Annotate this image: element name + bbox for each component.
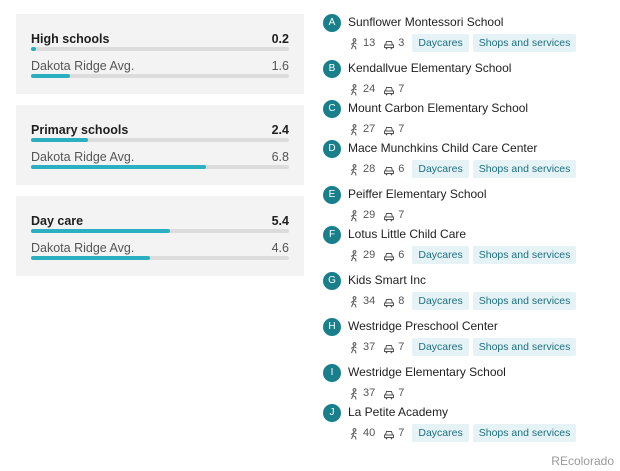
avg-bar xyxy=(31,74,289,78)
car-icon xyxy=(383,163,395,175)
map-marker-badge[interactable]: H xyxy=(323,318,341,336)
walk-minutes: 37 xyxy=(363,387,376,399)
map-marker-badge[interactable]: I xyxy=(323,364,341,382)
category-tag[interactable]: Shops and services xyxy=(473,160,577,178)
commute-info xyxy=(348,33,580,53)
category-tag[interactable]: Daycares xyxy=(412,338,468,356)
commute-info xyxy=(348,245,580,265)
value-bar-fill xyxy=(31,47,36,51)
commute-info xyxy=(348,383,412,403)
walking-person-icon xyxy=(348,123,360,135)
drive-minutes: 6 xyxy=(398,163,405,175)
avg-value: 1.6 xyxy=(271,59,289,73)
avg-bar-fill xyxy=(31,74,70,78)
school-name[interactable]: Peiffer Elementary School xyxy=(348,187,487,201)
value-bar xyxy=(31,229,289,233)
drive-minutes: 6 xyxy=(398,249,405,261)
drive-minutes: 7 xyxy=(398,341,405,353)
avg-bar-fill xyxy=(31,165,206,169)
commute-info xyxy=(348,119,412,139)
school-list-item[interactable] xyxy=(323,270,613,310)
walk-minutes: 28 xyxy=(363,163,376,175)
avg-label: Dakota Ridge Avg. xyxy=(31,150,135,164)
walk-minutes: 37 xyxy=(363,341,376,353)
drive-minutes: 7 xyxy=(398,209,405,221)
drive-minutes: 7 xyxy=(398,427,405,439)
commute-info xyxy=(348,423,580,443)
car-icon xyxy=(383,83,395,95)
category-tag[interactable]: Daycares xyxy=(412,160,468,178)
score-card xyxy=(16,196,304,276)
map-marker-badge[interactable]: C xyxy=(323,100,341,118)
school-name[interactable]: Westridge Elementary School xyxy=(348,365,506,379)
category-tag[interactable]: Shops and services xyxy=(473,246,577,264)
school-name[interactable]: Mount Carbon Elementary School xyxy=(348,101,529,115)
walk-minutes: 29 xyxy=(363,249,376,261)
map-marker-badge[interactable]: D xyxy=(323,140,341,158)
avg-value: 4.6 xyxy=(271,241,289,255)
walk-minutes: 13 xyxy=(363,37,376,49)
card-title: Day care xyxy=(31,214,84,228)
car-icon xyxy=(383,37,395,49)
commute-info xyxy=(348,205,412,225)
walk-minutes: 27 xyxy=(363,123,376,135)
walk-minutes: 40 xyxy=(363,427,376,439)
map-marker-badge[interactable]: J xyxy=(323,404,341,422)
car-icon xyxy=(383,123,395,135)
card-title: High schools xyxy=(31,32,110,46)
commute-info xyxy=(348,159,580,179)
car-icon xyxy=(383,295,395,307)
avg-value: 6.8 xyxy=(271,150,289,164)
category-tag[interactable]: Daycares xyxy=(412,424,468,442)
commute-info xyxy=(348,79,412,99)
recolorado-logo: REcolorado xyxy=(551,454,614,468)
school-list-item[interactable] xyxy=(323,402,613,442)
drive-minutes: 7 xyxy=(398,83,405,95)
drive-minutes: 7 xyxy=(398,387,405,399)
commute-info xyxy=(348,337,580,357)
school-name[interactable]: Westridge Preschool Center xyxy=(348,319,498,333)
score-card xyxy=(16,14,304,94)
avg-bar xyxy=(31,256,289,260)
card-value: 0.2 xyxy=(271,32,289,46)
walking-person-icon xyxy=(348,209,360,221)
school-name[interactable]: Kids Smart Inc xyxy=(348,273,427,287)
category-tag[interactable]: Daycares xyxy=(412,246,468,264)
avg-label: Dakota Ridge Avg. xyxy=(31,59,135,73)
walking-person-icon xyxy=(348,427,360,439)
walking-person-icon xyxy=(348,83,360,95)
walk-minutes: 29 xyxy=(363,209,376,221)
drive-minutes: 8 xyxy=(398,295,405,307)
value-bar-fill xyxy=(31,138,88,142)
car-icon xyxy=(383,427,395,439)
walking-person-icon xyxy=(348,37,360,49)
map-marker-badge[interactable]: A xyxy=(323,14,341,32)
walking-person-icon xyxy=(348,341,360,353)
category-tag[interactable]: Shops and services xyxy=(473,292,577,310)
category-tag[interactable]: Shops and services xyxy=(473,424,577,442)
category-tag[interactable]: Shops and services xyxy=(473,338,577,356)
school-name[interactable]: La Petite Academy xyxy=(348,405,449,419)
car-icon xyxy=(383,209,395,221)
walking-person-icon xyxy=(348,295,360,307)
school-list-item[interactable] xyxy=(323,224,613,264)
drive-minutes: 3 xyxy=(398,37,405,49)
card-value: 5.4 xyxy=(271,214,289,228)
school-list-item[interactable] xyxy=(323,184,613,224)
walking-person-icon xyxy=(348,249,360,261)
drive-minutes: 7 xyxy=(398,123,405,135)
school-name[interactable]: Kendallvue Elementary School xyxy=(348,61,512,75)
category-tag[interactable]: Shops and services xyxy=(473,34,577,52)
school-list-item[interactable] xyxy=(323,58,613,98)
school-list-item[interactable] xyxy=(323,12,613,52)
walk-minutes: 34 xyxy=(363,295,376,307)
school-name[interactable]: Mace Munchkins Child Care Center xyxy=(348,141,538,155)
walking-person-icon xyxy=(348,163,360,175)
school-name[interactable]: Lotus Little Child Care xyxy=(348,227,467,241)
card-title: Primary schools xyxy=(31,123,129,137)
commute-info xyxy=(348,291,580,311)
map-marker-badge[interactable]: B xyxy=(323,60,341,78)
avg-bar xyxy=(31,165,289,169)
value-bar-fill xyxy=(31,229,170,233)
car-icon xyxy=(383,387,395,399)
map-marker-badge[interactable]: F xyxy=(323,226,341,244)
category-tag[interactable]: Daycares xyxy=(412,292,468,310)
walk-minutes: 24 xyxy=(363,83,376,95)
avg-bar-fill xyxy=(31,256,150,260)
score-card xyxy=(16,105,304,185)
avg-label: Dakota Ridge Avg. xyxy=(31,241,135,255)
card-value: 2.4 xyxy=(271,123,289,137)
school-list-item[interactable] xyxy=(323,316,613,356)
car-icon xyxy=(383,249,395,261)
category-tag[interactable]: Daycares xyxy=(412,34,468,52)
school-name[interactable]: Sunflower Montessori School xyxy=(348,15,504,29)
map-marker-badge[interactable]: E xyxy=(323,186,341,204)
walking-person-icon xyxy=(348,387,360,399)
value-bar xyxy=(31,47,289,51)
school-list-item[interactable] xyxy=(323,98,613,138)
map-marker-badge[interactable]: G xyxy=(323,272,341,290)
school-list-item[interactable] xyxy=(323,362,613,402)
car-icon xyxy=(383,341,395,353)
value-bar xyxy=(31,138,289,142)
school-list-item[interactable] xyxy=(323,138,613,178)
